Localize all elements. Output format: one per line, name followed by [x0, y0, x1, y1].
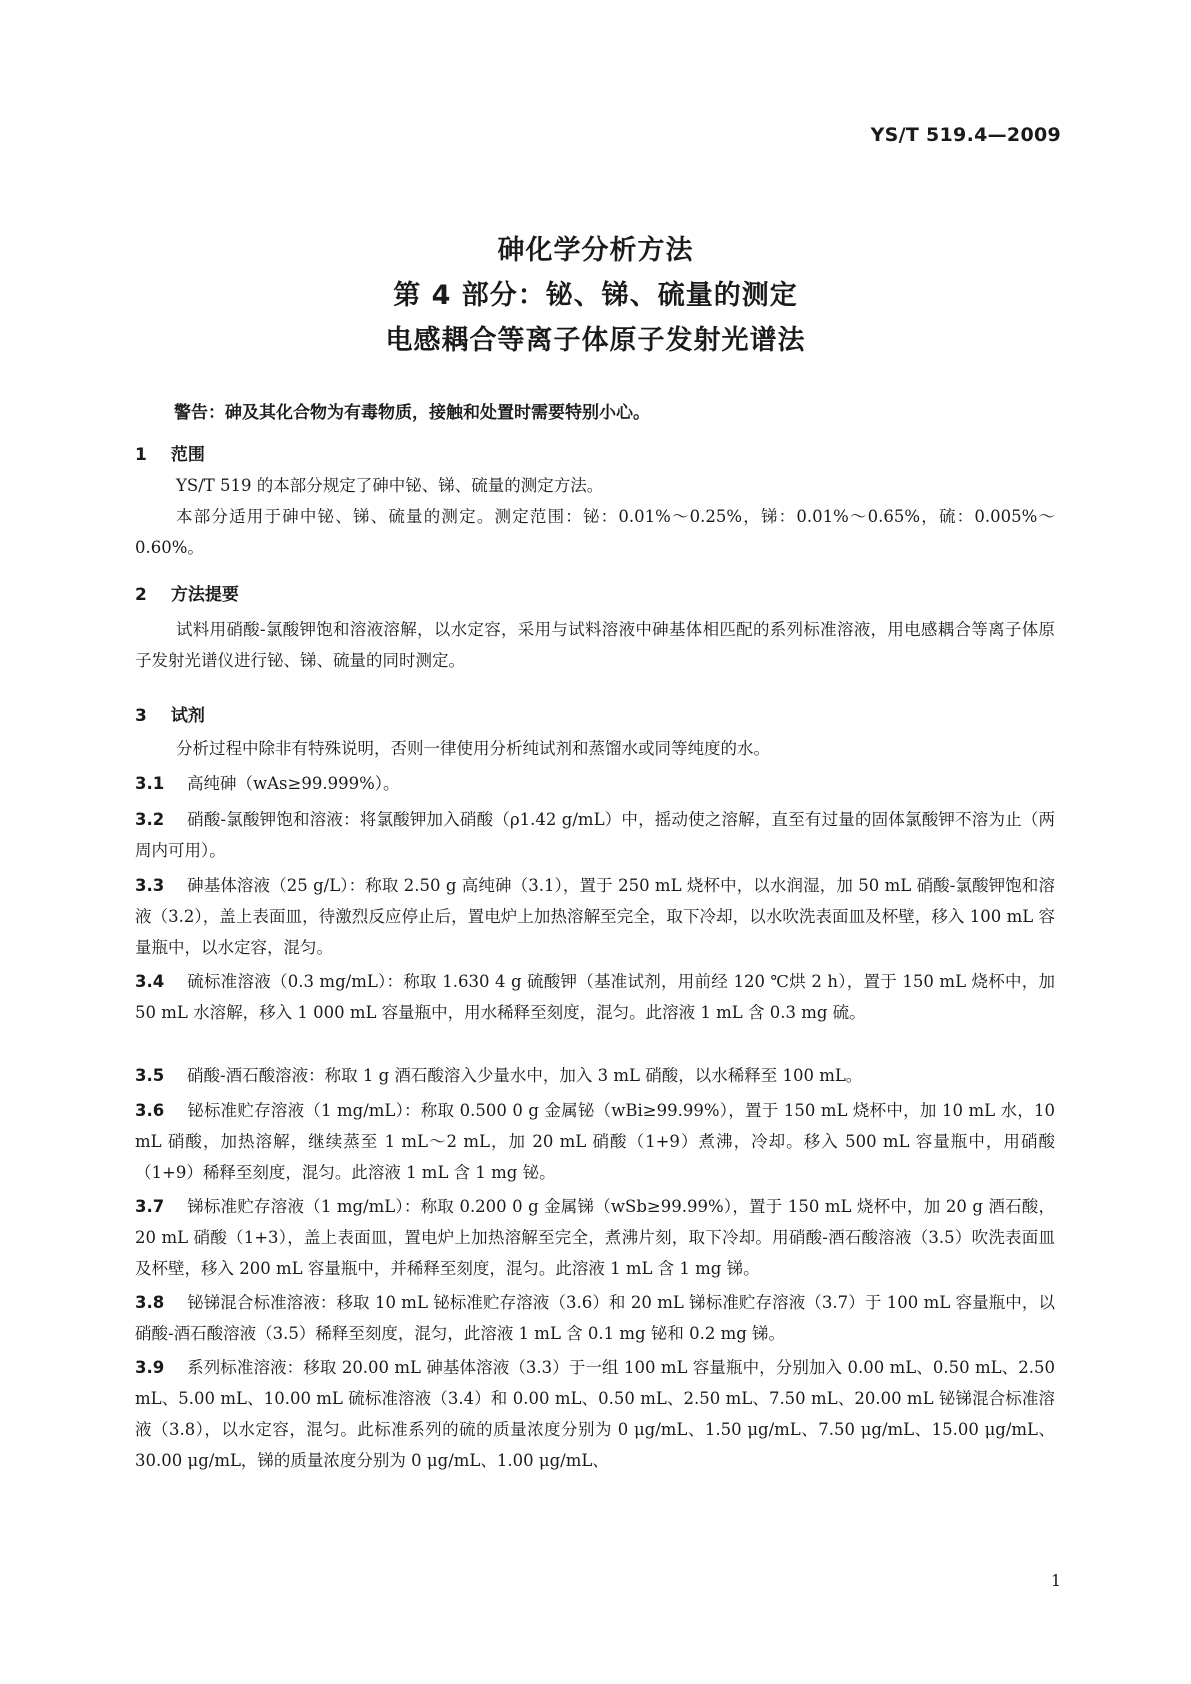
item-text: 铋锑混合标准溶液：移取 10 mL 铋标准贮存溶液（3.6）和 20 mL 锑标准贮存溶液（3.7）于 100 mL 容量瓶中，以硝酸-酒石酸溶液（3.5）稀释至刻度，混匀，此溶液 1 mL 含 0.1 mg 铋和 0.2 mg 锑。 — [135, 1293, 1055, 1343]
reagent-item — [135, 1287, 1055, 1349]
section-heading-reagents — [135, 701, 205, 726]
item-text: 系列标准溶液：移取 20.00 mL 砷基体溶液（3.3）于一组 100 mL 容量瓶中，分别加入 0.00 mL、0.50 mL、2.50 mL、5.00 mL、10.00 mL 硫标准溶液（3.4）和 0.00 mL、0.50 mL、2.50 mL、7.50 mL、20.00 mL 铋锑混合标准溶液（3.8），以水定容，混匀。此标准系列的硫的质量浓度分别为 0 μg/mL、1.50 μg/mL、7.50 μg/mL、15.00 μg/mL、30.00 μg/mL，锑的质量浓度分别为 0 μg/mL、1.00 μg/mL、 — [135, 1358, 1055, 1470]
reagent-item — [135, 1352, 1055, 1476]
section-heading-method — [135, 580, 239, 605]
reagent-item — [135, 1095, 1055, 1188]
item-text: 硫标准溶液（0.3 mg/mL）：称取 1.630 4 g 硫酸钾（基准试剂，用前经 120 ℃烘 2 h），置于 150 mL 烧杯中，加 50 mL 水溶解，移入 1 000 mL 容量瓶中，用水稀释至刻度，混匀。此溶液 1 mL 含 0.3 mg 硫。 — [135, 972, 1055, 1022]
section-title: 范围 — [170, 445, 205, 465]
warning-text: 警告：砷及其化合物为有毒物质，接触和处置时需要特别小心。 — [174, 403, 650, 423]
item-number: 3.4 — [135, 972, 165, 991]
title-line-3: 电感耦合等离子体原子发射光谱法 — [385, 325, 806, 356]
reagent-item — [135, 1191, 1055, 1284]
scope-paragraph-2: 本部分适用于砷中铋、锑、硫量的测定。测定范围：铋：0.01%～0.25%，锑：0.01%～0.65%，硫：0.005%～0.60%。 — [135, 507, 1055, 557]
item-text: 硝酸-酒石酸溶液：称取 1 g 酒石酸溶入少量水中，加入 3 mL 硝酸，以水稀释至 100 mL。 — [187, 1066, 863, 1085]
item-text: 砷基体溶液（25 g/L）：称取 2.50 g 高纯砷（3.1），置于 250 mL 烧杯中，以水润湿，加 50 mL 硝酸-氯酸钾饱和溶液（3.2），盖上表面皿，待激烈反应停止后，置电炉上加热溶解至完全，取下冷却，以水吹洗表面皿及杯壁，移入 100 mL 容量瓶中，以水定容，混匀。 — [135, 876, 1055, 957]
reagent-item — [135, 804, 1055, 866]
reagents-intro: 分析过程中除非有特殊说明，否则一律使用分析纯试剂和蒸馏水或同等纯度的水。 — [176, 739, 770, 758]
item-number: 3.5 — [135, 1066, 165, 1085]
standard-code: YS/T 519.4—2009 — [870, 124, 1061, 146]
section-number: 1 — [135, 445, 147, 465]
item-number: 3.3 — [135, 876, 165, 895]
item-number: 3.9 — [135, 1358, 165, 1377]
item-text: 铋标准贮存溶液（1 mg/mL）：称取 0.500 0 g 金属铋（wBi≥99.99%），置于 150 mL 烧杯中，加 10 mL 水，10 mL 硝酸，加热溶解，继续蒸至 1 mL～2 mL，加 20 mL 硝酸（1+9）煮沸，冷却。移入 500 mL 容量瓶中，用硝酸（1+9）稀释至刻度，混匀。此溶液 1 mL 含 1 mg 铋。 — [135, 1101, 1055, 1182]
item-text: 锑标准贮存溶液（1 mg/mL）：称取 0.200 0 g 金属锑（wSb≥99.99%），置于 150 mL 烧杯中，加 20 g 酒石酸，20 mL 硝酸（1+3），盖上表面皿，置电炉上加热溶解至完全，煮沸片刻，取下冷却。用硝酸-酒石酸溶液（3.5）吹洗表面皿及杯壁，移入 200 mL 容量瓶中，并稀释至刻度，混匀。此溶液 1 mL 含 1 mg 锑。 — [135, 1197, 1055, 1278]
section-title: 试剂 — [170, 706, 205, 726]
section-number: 2 — [135, 585, 147, 605]
method-paragraph: 试料用硝酸-氯酸钾饱和溶液溶解，以水定容，采用与试料溶液中砷基体相匹配的系列标准溶液，用电感耦合等离子体原子发射光谱仪进行铋、锑、硫量的同时测定。 — [135, 620, 1055, 670]
title-line-2: 第 4 部分：铋、锑、硫量的测定 — [393, 280, 798, 311]
item-text: 硝酸-氯酸钾饱和溶液：将氯酸钾加入硝酸（ρ1.42 g/mL）中，摇动使之溶解，直至有过量的固体氯酸钾不溶为止（两周内可用）。 — [135, 810, 1055, 860]
scope-paragraph-1: YS/T 519 的本部分规定了砷中铋、锑、硫量的测定方法。 — [176, 476, 604, 495]
item-text: 高纯砷（wAs≥99.999%）。 — [187, 774, 400, 793]
page-number: 1 — [1050, 1571, 1061, 1590]
item-number: 3.2 — [135, 810, 165, 829]
reagent-item — [135, 966, 1055, 1028]
section-title: 方法提要 — [170, 585, 239, 605]
reagent-item — [135, 768, 1055, 799]
item-number: 3.7 — [135, 1197, 165, 1216]
item-number: 3.8 — [135, 1293, 165, 1312]
title-line-1: 砷化学分析方法 — [497, 235, 694, 266]
item-number: 3.1 — [135, 774, 165, 793]
reagent-item — [135, 870, 1055, 963]
section-number: 3 — [135, 706, 147, 726]
section-heading-scope — [135, 440, 205, 465]
item-number: 3.6 — [135, 1101, 165, 1120]
reagent-item — [135, 1060, 1055, 1091]
